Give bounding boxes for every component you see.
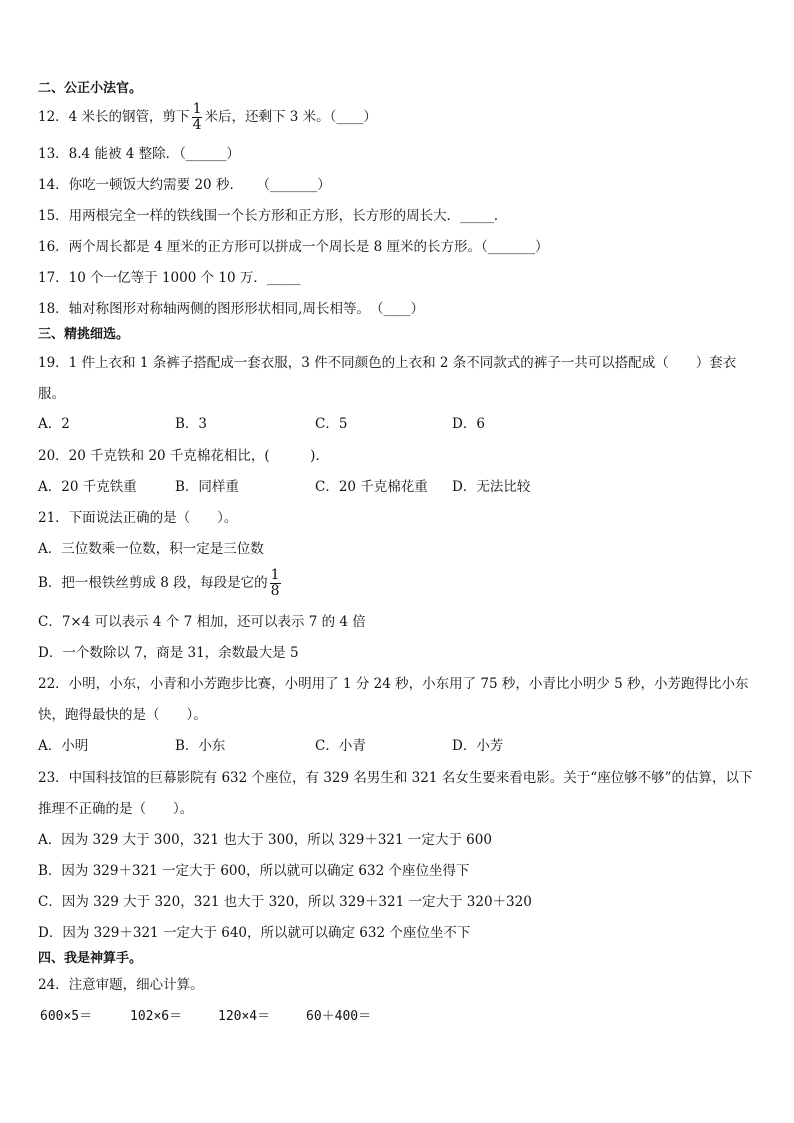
q24-calculations: [38, 1008, 758, 1026]
section-3-heading: 三、精挑细选。: [38, 327, 130, 342]
q21-option-c: C．7×4 可以表示 4 个 7 相加，还可以表示 7 的 4 倍: [38, 614, 366, 630]
question-22-options: [38, 737, 758, 755]
q22-option-a: A．小明: [38, 738, 89, 754]
question-14: 14．你吃一顿饭大约需要 20 秒． （_______）: [38, 177, 331, 193]
q21-fraction-numerator: 1: [270, 567, 280, 583]
question-20: 20．20 千克铁和 20 千克棉花相比，( )．: [38, 448, 329, 464]
calc-item-2: 102×6＝: [130, 1009, 183, 1024]
question-23-line-1: 23．中国科技馆的巨幕影院有 632 个座位，有 329 名男生和 321 名女生要来看电影。关于“座位够不够”的估算，以下: [38, 770, 753, 786]
section-4-heading: 四、我是神算手。: [38, 951, 143, 966]
calc-item-4: 60＋400＝: [306, 1009, 372, 1024]
q23-option-d: D．因为 329＋321 一定大于 640，所以就可以确定 632 个座位坐不下: [38, 925, 471, 941]
q21-option-b-text: B．把一根铁丝剪成 8 段，每段是它的: [38, 575, 268, 591]
q21-option-a: A．三位数乘一位数，积一定是三位数: [38, 541, 264, 557]
q21-option-b: [38, 566, 283, 600]
q20-option-c: C．20 千克棉花重: [315, 479, 428, 495]
q22-option-b: B．小东: [175, 738, 226, 754]
question-20-options: [38, 478, 758, 496]
q20-option-b: B．同样重: [175, 479, 239, 495]
q12-text-pre: 12．4 米长的钢管，剪下: [38, 109, 190, 125]
q23-option-a: A．因为 329 大于 300，321 也大于 300，所以 329＋321 一定大于 600: [38, 832, 492, 848]
q19-option-c: C．5: [315, 416, 348, 432]
q22-option-d: D．小芳: [452, 738, 504, 754]
question-17: 17．10 个一亿等于 1000 个 10 万．_____: [38, 270, 301, 286]
question-15: 15．用两根完全一样的铁线围一个长方形和正方形，长方形的周长大．_____．: [38, 208, 508, 224]
q21-fraction: [270, 568, 281, 599]
q20-option-a: A．20 千克铁重: [38, 479, 137, 495]
question-18: 18．轴对称图形对称轴两侧的图形形状相同,周长相等。 （____）: [38, 301, 424, 317]
q21-option-d: D．一个数除以 7，商是 31，余数最大是 5: [38, 645, 299, 661]
question-19-options: [38, 415, 758, 433]
calc-item-1: 600×5＝: [40, 1009, 93, 1024]
q12-text-post: 米后，还剩下 3 米。（____）: [204, 109, 377, 125]
q19-option-d: D．6: [452, 416, 485, 432]
q19-option-a: A．2: [38, 416, 70, 432]
q12-fraction-denominator: 4: [192, 117, 202, 133]
question-19-line-2: 服。: [38, 386, 65, 402]
q12-fraction-numerator: 1: [192, 101, 202, 117]
q23-option-c: C．因为 329 大于 320，321 也大于 320，所以 329＋321 一定大于 320＋320: [38, 894, 532, 910]
q20-option-d: D．无法比较: [452, 479, 531, 495]
question-24: 24．注意审题，细心计算。: [38, 977, 204, 993]
q23-option-b: B．因为 329＋321 一定大于 600，所以就可以确定 632 个座位坐得下: [38, 863, 470, 879]
question-16: 16．两个周长都是 4 厘米的正方形可以拼成一个周长是 8 厘米的长方形。（_______）: [38, 239, 549, 255]
question-21: 21．下面说法正确的是（ ）。: [38, 510, 238, 526]
q22-option-c: C．小青: [315, 738, 366, 754]
question-23-line-2: 推理不正确的是（ ）。: [38, 801, 194, 817]
q12-fraction: [192, 102, 203, 133]
q21-fraction-denominator: 8: [270, 583, 280, 599]
section-2-heading: 二、公正小法官。: [38, 81, 143, 96]
question-22-line-2: 快，跑得最快的是（ ）。: [38, 707, 207, 723]
question-22-line-1: 22．小明，小东，小青和小芳跑步比赛，小明用了 1 分 24 秒，小东用了 75 秒，小青比小明少 5 秒，小芳跑得比小东: [38, 676, 749, 692]
calc-item-3: 120×4＝: [218, 1009, 271, 1024]
q19-option-b: B．3: [175, 416, 208, 432]
question-13: 13．8.4 能被 4 整除．（______）: [38, 146, 240, 162]
question-12: [38, 102, 377, 133]
question-19-line-1: 19．1 件上衣和 1 条裤子搭配成一套衣服，3 件不同颜色的上衣和 2 条不同款式的裤子一共可以搭配成（ ）套衣: [38, 355, 737, 371]
